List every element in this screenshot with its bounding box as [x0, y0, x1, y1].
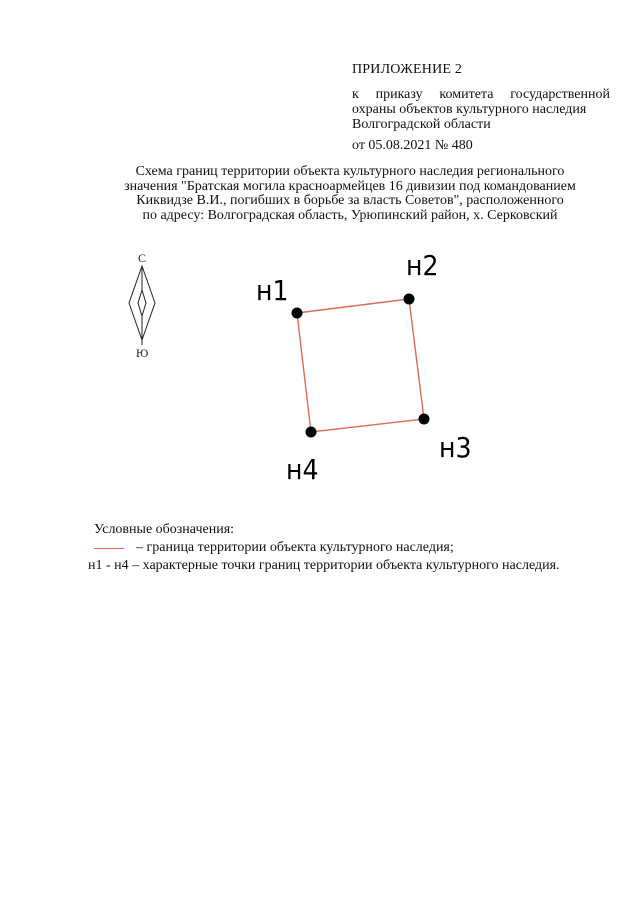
- boundary-point-n3: [419, 414, 430, 425]
- legend-boundary-line-swatch: [94, 548, 124, 549]
- order-word: государственной: [510, 87, 610, 102]
- compass-rose-icon: [129, 251, 155, 360]
- legend-boundary-text: – граница территории объекта культурного наследия;: [136, 540, 454, 555]
- scheme-title-line: значения "Братская могила красноармейцев 16 дивизии под командованием: [124, 178, 576, 194]
- order-word: комитета: [439, 87, 494, 102]
- scheme-title-line: Схема границ территории объекта культурного наследия регионального: [135, 164, 565, 179]
- territory-boundary: [297, 299, 424, 432]
- legend-title: Условные обозначения:: [94, 522, 235, 537]
- scheme-title-line: по адресу: Волгоградская область, Урюпинский район, х. Серковский: [142, 207, 558, 223]
- point-label-n4: н4: [286, 453, 319, 486]
- compass-north-label: С: [138, 251, 147, 265]
- legend-points-text: – характерные точки границ территории объекта культурного наследия.: [128, 558, 560, 573]
- order-date: от 05.08.2021 № 480: [352, 138, 473, 153]
- order-line-3: Волгоградской области: [352, 117, 491, 132]
- scheme-title-line: Киквидзе В.И., погибших в борьбе за власть Советов", расположенного: [136, 193, 564, 208]
- boundary-point-n1: [292, 308, 303, 319]
- legend-points-row: [88, 557, 560, 575]
- legend-points-key: н1 - н4: [88, 558, 129, 573]
- order-word: к: [352, 87, 359, 102]
- compass-south-label: Ю: [136, 346, 149, 360]
- appendix-title: ПРИЛОЖЕНИЕ 2: [352, 62, 463, 77]
- boundary-point-n2: [404, 294, 415, 305]
- point-label-n1: н1: [256, 274, 289, 307]
- order-line-2: охраны объектов культурного наследия: [352, 102, 587, 117]
- point-label-n3: н3: [439, 431, 472, 464]
- point-label-n2: н2: [406, 249, 439, 282]
- boundary-point-n4: [306, 427, 317, 438]
- order-word: приказу: [375, 87, 423, 102]
- compass-diamond-inner: [138, 290, 146, 316]
- legend-boundary-row: [94, 539, 454, 557]
